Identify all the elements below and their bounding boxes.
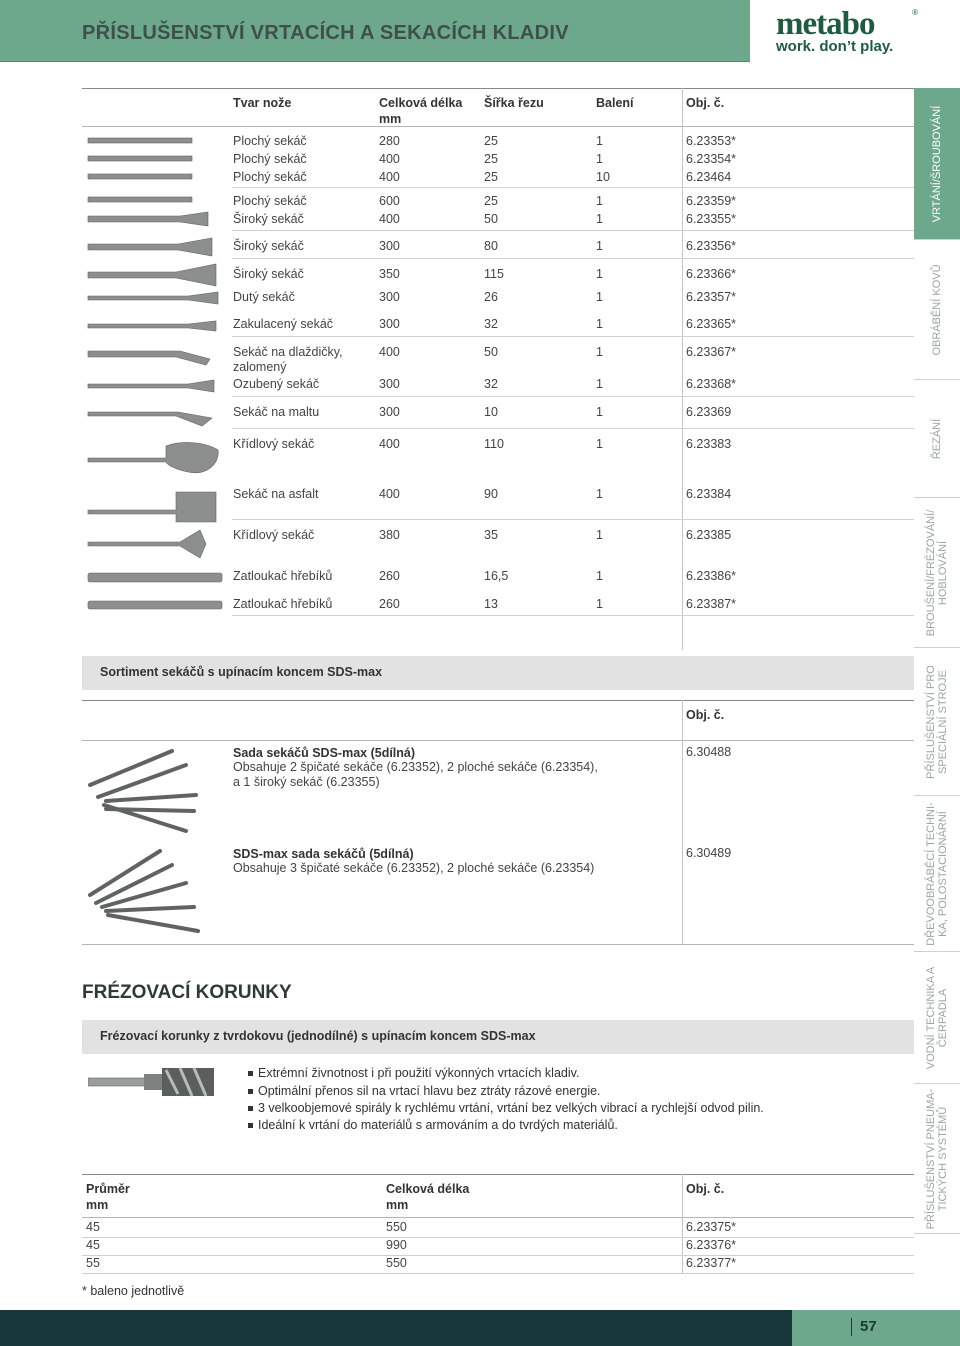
logo-tagline: work. don’t play.: [776, 38, 894, 55]
chisel-images: [86, 130, 231, 625]
pointed-chisel-icon: [90, 751, 172, 785]
row-pack: 10: [596, 170, 610, 184]
side-tab-label: [925, 509, 949, 636]
side-tab-line: ŘEZÁNÍ: [931, 418, 943, 459]
side-tab-label: [925, 802, 949, 945]
row-order-no: 6.23368*: [686, 377, 737, 391]
set-desc: a 1 široký sekáč (6.23355): [233, 775, 380, 789]
bullet-icon: [248, 1123, 253, 1128]
row-divider: [232, 396, 914, 397]
section-band-sds-max: [82, 656, 914, 690]
row-length: 380: [379, 528, 400, 542]
row-order-no: 6.23356*: [686, 239, 737, 253]
set-desc: Obsahuje 3 špičaté sekáče (6.23352), 2 ploché sekáče (6.23354): [233, 861, 595, 875]
row-width: 25: [484, 194, 498, 208]
row-pack: 1: [596, 267, 603, 281]
row-name: Dutý sekáč: [233, 290, 295, 304]
table-header-rule: [82, 126, 914, 127]
set-order-no: 6.30488: [686, 745, 732, 759]
page-title: PŘÍSLUŠENSTVÍ VRTACÍCH A SEKACÍCH KLADIV: [82, 22, 569, 44]
row-pack: 1: [596, 377, 603, 391]
row-length: 400: [379, 170, 400, 184]
row-name: Ozubený sekáč: [233, 377, 320, 391]
gouge-chisel-icon: [88, 292, 218, 304]
row-divider: [232, 336, 914, 337]
row-order-no: 6.23375*: [686, 1220, 737, 1234]
row-length: 990: [386, 1238, 407, 1252]
col-shape: Tvar nože: [233, 96, 292, 110]
row-order-no: 6.23464: [686, 170, 732, 184]
page-number: 57: [860, 1318, 877, 1335]
feature-bullet: Ideální k vrtání do materiálů s armováním a do tvrdých materiálů.: [248, 1118, 618, 1132]
row-width: 90: [484, 487, 498, 501]
row-divider: [232, 230, 914, 231]
toothed-chisel-icon: [88, 380, 214, 392]
row-pack: 1: [596, 345, 603, 359]
row-order-no: 6.23366*: [686, 267, 737, 281]
row-length: 550: [386, 1256, 407, 1270]
col-length-unit: mm: [379, 112, 402, 126]
row-pack: 1: [596, 317, 603, 331]
flat-chisel-icon: [88, 174, 192, 179]
col-order: Obj. č.: [686, 96, 725, 110]
side-tab-line: ČERPADLA: [937, 988, 949, 1047]
row-name: Plochý sekáč: [233, 170, 307, 184]
row-width: 25: [484, 152, 498, 166]
registered-mark: ®: [912, 8, 918, 17]
row-pack: 1: [596, 597, 603, 611]
row-order-no: 6.23385: [686, 528, 732, 542]
flat-chisel-icon: [88, 197, 192, 202]
side-tab-line: HOBLOVÁNÍ: [937, 540, 949, 605]
row-name: Široký sekáč: [233, 267, 304, 281]
row-order-no: 6.23365*: [686, 317, 737, 331]
row-length: 300: [379, 377, 400, 391]
side-tab[interactable]: [914, 380, 960, 498]
row-length: 400: [379, 487, 400, 501]
row-length: 400: [379, 437, 400, 451]
sets-order-divider: [682, 700, 683, 944]
row-divider: [232, 258, 914, 259]
band-title: Sortiment sekáčů s upínacím koncem SDS-max: [100, 665, 383, 679]
row-order-no: 6.23359*: [686, 194, 737, 208]
row-pack: 1: [596, 152, 603, 166]
row-order-no: 6.23376*: [686, 1238, 737, 1252]
nail-driver-icon: [88, 573, 222, 582]
side-tab[interactable]: [914, 796, 960, 952]
row-pack: 1: [596, 290, 603, 304]
side-tab-line: OBRÁBĚNÍ KOVŮ: [931, 263, 943, 356]
crowns-heading: FRÉZOVACÍ KORUNKY: [82, 982, 292, 1003]
row-name-cont: zalomený: [233, 360, 287, 374]
row-order-no: 6.23354*: [686, 152, 737, 166]
mortar-chisel-icon: [88, 412, 212, 426]
row-length: 300: [379, 405, 400, 419]
crowns-header-rule: [82, 1217, 914, 1218]
metabo-logo: [776, 8, 926, 55]
set-title: SDS-max sada sekáčů (5dílná): [233, 847, 414, 861]
side-tab-line: SPECIÁLNÍ STROJE: [937, 669, 949, 774]
crowns-top-rule: [82, 1174, 914, 1175]
side-tab[interactable]: [914, 648, 960, 796]
side-tab[interactable]: [914, 1084, 960, 1234]
row-order-no: 6.23367*: [686, 345, 737, 359]
row-length: 300: [379, 317, 400, 331]
row-divider: [232, 519, 914, 520]
row-width: 10: [484, 405, 498, 419]
col-diameter: Průměr: [86, 1182, 130, 1196]
tile-chisel-icon: [88, 351, 210, 365]
feature-bullet: 3 velkoobjemové spirály k rychlému vrtání, vrtání bez velkých vibrací a rychlejší odvod pilin.: [248, 1101, 764, 1115]
page-number-divider: [851, 1318, 852, 1336]
bullet-icon: [248, 1071, 253, 1076]
side-tab-label: [925, 966, 949, 1069]
bullet-icon: [248, 1106, 253, 1111]
row-pack: 1: [596, 528, 603, 542]
row-diameter: 45: [86, 1238, 100, 1252]
row-width: 13: [484, 597, 498, 611]
side-tab-line: KA, POLOSTACIONÁRNÍ: [937, 810, 949, 937]
row-length: 600: [379, 194, 400, 208]
side-tab[interactable]: [914, 952, 960, 1084]
wide-chisel-icon: [88, 212, 208, 226]
flat-chisel-icon: [106, 907, 194, 911]
row-name: Sekáč na dlaždičky,: [233, 345, 343, 359]
row-width: 25: [484, 134, 498, 148]
row-name: Plochý sekáč: [233, 194, 307, 208]
row-pack: 1: [596, 569, 603, 583]
row-pack: 1: [596, 194, 603, 208]
band-title: Frézovací korunky z tvrdokovu (jednodílné) s upínacím koncem SDS-max: [100, 1029, 536, 1043]
row-name: Sekáč na maltu: [233, 405, 320, 419]
row-width: 32: [484, 317, 498, 331]
nail-driver-icon: [88, 601, 222, 609]
side-tab-label: [931, 264, 943, 355]
row-width: 25: [484, 170, 498, 184]
asphalt-chisel-icon: [88, 492, 216, 522]
row-length: 350: [379, 267, 400, 281]
row-order-no: 6.23353*: [686, 134, 737, 148]
row-pack: 1: [596, 487, 603, 501]
row-length: 550: [386, 1220, 407, 1234]
row-name: Zakulacený sekáč: [233, 317, 334, 331]
row-diameter: 55: [86, 1256, 100, 1270]
side-tab-line: PŘÍSLUŠENSTVÍ PNEUMA-: [925, 1088, 937, 1229]
row-width: 50: [484, 345, 498, 359]
rounded-chisel-icon: [88, 321, 216, 331]
sets-bottom-rule: [82, 944, 914, 945]
sets-top-rule: [82, 700, 914, 701]
row-order-no: 6.23383: [686, 437, 732, 451]
row-width: 80: [484, 239, 498, 253]
side-tab-label: [931, 105, 943, 222]
side-tab-line: VRTÁNÍ/ŠROUBOVÁNÍ: [931, 105, 943, 222]
side-tab-label: [931, 418, 943, 458]
set-order-no: 6.30489: [686, 846, 732, 860]
row-length: 400: [379, 152, 400, 166]
row-order-no: 6.23387*: [686, 597, 737, 611]
row-pack: 1: [596, 405, 603, 419]
col-length: Celková délka: [379, 96, 463, 110]
row-width: 32: [484, 377, 498, 391]
row-order-no: 6.23377*: [686, 1256, 737, 1270]
row-order-no: 6.23369: [686, 405, 732, 419]
side-tab-label: [925, 665, 949, 779]
row-divider: [82, 1255, 914, 1256]
col-pack: Balení: [596, 96, 634, 110]
chisel-set-images: [86, 745, 206, 940]
sets-col-order: Obj. č.: [686, 708, 725, 722]
row-length: 400: [379, 212, 400, 226]
side-tab-line: BROUŠENÍ/FRÉZOVÁNÍ/: [925, 509, 937, 636]
flat-chisel-icon: [88, 156, 192, 161]
wide-chisel-icon: [88, 238, 212, 256]
row-width: 115: [484, 267, 504, 281]
row-width: 110: [484, 437, 504, 451]
row-pack: 1: [596, 212, 603, 226]
row-order-no: 6.23386*: [686, 569, 737, 583]
side-tab-line: PŘÍSLUŠENSTVÍ PRO: [925, 664, 937, 779]
winged-chisel-icon: [88, 530, 206, 558]
col-diameter-unit: mm: [86, 1198, 109, 1212]
row-name: Plochý sekáč: [233, 152, 307, 166]
row-order-no: 6.23384: [686, 487, 732, 501]
side-tab-label: [925, 1088, 949, 1229]
row-divider: [232, 187, 914, 188]
row-name: Zatloukač hřebíků: [233, 569, 333, 583]
row-length: 400: [379, 345, 400, 359]
section-tabs: [914, 88, 960, 1294]
set-desc: Obsahuje 2 špičaté sekáče (6.23352), 2 ploché sekáče (6.23354),: [233, 760, 598, 774]
row-order-no: 6.23355*: [686, 212, 737, 226]
row-order-no: 6.23357*: [686, 290, 737, 304]
crowns-order-divider: [682, 1174, 683, 1274]
side-tab[interactable]: [914, 88, 960, 240]
row-length: 300: [379, 239, 400, 253]
row-name: Široký sekáč: [233, 239, 304, 253]
feature-bullet: Optimální přenos sil na vrtací hlavu bez ztráty rázové energie.: [248, 1084, 601, 1098]
set-title: Sada sekáčů SDS-max (5dílná): [233, 746, 416, 760]
row-name: Zatloukač hřebíků: [233, 597, 333, 611]
row-width: 35: [484, 528, 498, 542]
row-divider: [232, 428, 914, 429]
side-tab-line: VODNÍ TECHNIKA A: [925, 966, 937, 1069]
row-name: Široký sekáč: [233, 212, 304, 226]
row-width: 26: [484, 290, 498, 304]
sets-header-rule: [82, 740, 914, 741]
logo-word: metabo: [776, 6, 875, 42]
row-pack: 1: [596, 437, 603, 451]
row-length: 280: [379, 134, 400, 148]
row-name: Plochý sekáč: [233, 134, 307, 148]
row-length: 300: [379, 290, 400, 304]
flat-chisel-icon: [106, 795, 196, 801]
col-length: Celková délka: [386, 1182, 470, 1196]
footnote: * baleno jednotlivě: [82, 1284, 185, 1298]
row-width: 50: [484, 212, 498, 226]
row-divider: [232, 615, 914, 616]
core-bit-image: [88, 1064, 223, 1100]
row-width: 16,5: [484, 569, 509, 583]
row-pack: 1: [596, 239, 603, 253]
row-pack: 1: [596, 134, 603, 148]
wide-chisel-icon: [88, 264, 216, 286]
col-order: Obj. č.: [686, 1182, 725, 1196]
row-name: Sekáč na asfalt: [233, 487, 319, 501]
row-diameter: 45: [86, 1220, 100, 1234]
flat-chisel-icon: [108, 915, 198, 931]
table-top-rule: [82, 88, 914, 89]
col-length-unit: mm: [386, 1198, 409, 1212]
feature-bullet: Extrémní živnotnost i při použití výkonných vrtacích kladiv.: [248, 1066, 579, 1080]
row-name: Křídlový sekáč: [233, 528, 315, 542]
row-name: Křídlový sekáč: [233, 437, 315, 451]
spade-chisel-icon: [88, 443, 218, 473]
col-width: Šířka řezu: [484, 96, 544, 110]
flat-chisel-icon: [88, 138, 192, 143]
section-band-crowns: [82, 1020, 914, 1054]
row-length: 260: [379, 597, 400, 611]
pointed-chisel-icon: [98, 765, 186, 797]
bullet-icon: [248, 1089, 253, 1094]
side-tab[interactable]: [914, 240, 960, 380]
side-tab-line: TICKÝCH SYSTÉMŮ: [937, 1106, 949, 1211]
side-tab-line: DŘEVOOBRÁBĚCÍ TECHNI-: [925, 801, 937, 946]
row-divider: [82, 1273, 914, 1274]
row-length: 260: [379, 569, 400, 583]
side-tab[interactable]: [914, 498, 960, 648]
order-column-divider: [682, 88, 683, 650]
row-divider: [82, 1237, 914, 1238]
